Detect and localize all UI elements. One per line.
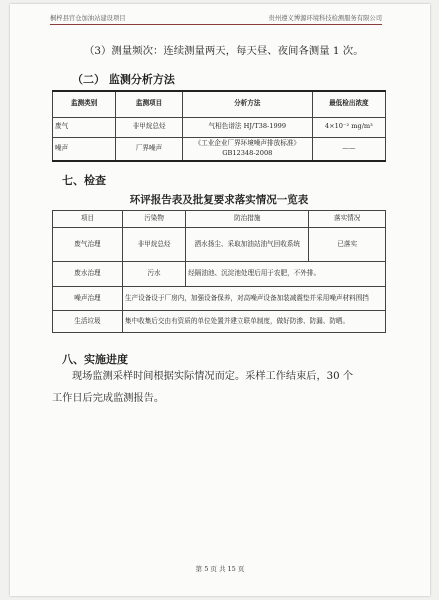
eia-table-header-row [53,211,386,228]
eia-cell-status: 已落实 [309,228,386,262]
analysis-table-header-row [53,91,386,117]
eia-cell-merged: 生产设备设于厂房内，加强设备保养，对高噪声设备加装减震垫并采用噪声材料围挡 [122,287,385,311]
table-row [53,137,386,161]
section-progress-heading: 八、实施进度 [62,353,128,366]
eia-cell-measure: 经隔油池、沉淀池处理后用于农肥，不外排。 [186,262,386,287]
analysis-cell-limit: 4×10⁻² mg/m³ [312,117,385,137]
header-project-name: 桐梓县官仓加油站建设项目 [50,15,126,22]
table-row [53,311,386,333]
eia-table-caption: 环评报告表及批复要求落实情况一览表 [129,194,309,206]
header-company-name: 贵州遵义博源环境科技检测服务有限公司 [268,15,382,22]
section-analysis-heading: （二） 监测分析方法 [72,73,175,86]
eia-header-project: 项目 [53,211,123,228]
eia-cell-merged: 集中收集后交由有资质的单位处置并建立联单制度，做好防渗、防漏、防晒。 [122,311,385,333]
eia-cell-project: 生活垃圾 [53,311,123,333]
table-row [53,228,386,262]
eia-cell-pollutant: 非甲烷总烃 [122,228,185,262]
eia-cell-project: 废气治理 [53,228,123,262]
page-footer: 第 5 页 共 15 页 [195,565,245,573]
analysis-header-category: 监测类别 [53,91,116,117]
analysis-cell-category: 噪声 [53,137,116,161]
measure-frequency-text: （3）测量频次：连续测量两天，每天昼、夜间各测量 1 次。 [84,45,364,57]
eia-implementation-table [52,210,386,333]
analysis-cell-item: 非甲烷总烃 [116,117,183,137]
analysis-methods-table [52,90,386,162]
analysis-header-limit: 最低检出浓度 [312,91,385,117]
progress-text-line-2: 工作日后完成监测报告。 [52,393,165,404]
analysis-cell-category: 废气 [53,117,116,137]
eia-cell-measure: 洒水扬尘、采取加油站油气回收系统 [186,228,309,262]
analysis-cell-limit: —— [312,137,385,161]
table-row [53,117,386,137]
analysis-cell-method: 《工业企业厂界环境噪声排放标准》 GB12348-2008 [182,137,312,161]
analysis-cell-item: 厂界噪声 [116,137,183,161]
analysis-header-item: 监测项目 [116,91,183,117]
eia-cell-pollutant: 污水 [122,262,185,287]
eia-cell-project: 噪声治理 [53,287,123,311]
eia-cell-project: 废水治理 [53,262,123,287]
table-row [53,262,386,287]
document-page [10,4,430,596]
table-row [53,287,386,311]
analysis-cell-method: 气相色谱法 HJ/T38-1999 [182,117,312,137]
page-header [50,12,382,25]
eia-header-pollutant: 污染物 [122,211,185,228]
eia-header-status: 落实情况 [309,211,386,228]
eia-header-measure: 防治措施 [186,211,309,228]
section-inspect-heading: 七、检查 [62,174,106,187]
progress-text-line-1: 现场监测采样时间根据实际情况而定。采样工作结束后，30 个 [72,371,354,382]
analysis-header-method: 分析方法 [182,91,312,117]
